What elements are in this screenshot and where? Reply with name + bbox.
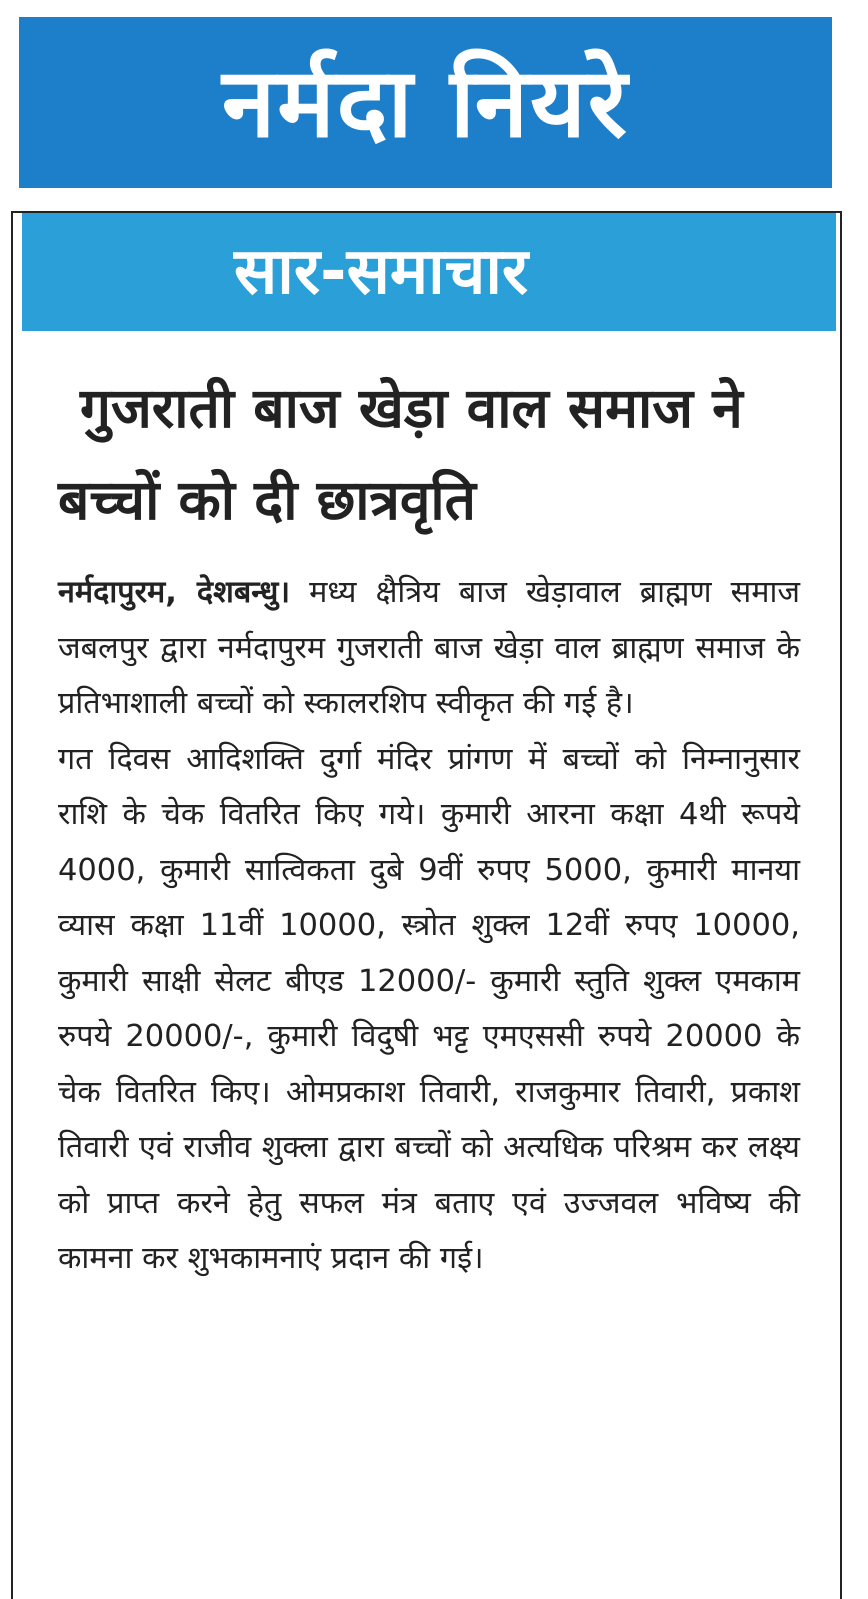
headline-line-2: बच्चों को दी छात्रवृति xyxy=(58,468,477,532)
headline-line-1: गुजराती बाज खेड़ा वाल समाज ने xyxy=(80,376,743,440)
paragraph-1-text: मध्य क्षैत्रिय बाज खेड़ावाल ब्राह्मण समाज जबलपुर द्वारा नर्मदापुरम गुजराती बाज खेड़ा वाल ब्राह्मण समाज के प्रतिभाशाली बच्चों को स्कालरशिप स्वीकृत की गई है। xyxy=(58,575,800,721)
article-paragraph-2: गत दिवस आदिशक्ति दुर्गा मंदिर प्रांगण में बच्चों को निम्नानुसार राशि के चेक वितरित किए गये। कुमारी आरना कक्षा 4थी रूपये 4000, कुमारी सात्विकता दुबे 9वीं रुपए 5000, कुमारी मानया व्यास कक्षा 11वीं 10000, स्त्रोत शुक्ल 12वीं रुपए 10000, कुमारी साक्षी सेलट बीएड 12000/- कुमारी स्तुति शुक्ल एमकाम रुपये 20000/-, कुमारी विदुषी भट्ट एमएससी रुपये 20000 के चेक वितरित किए। ओमप्रकाश तिवारी, राजकुमार तिवारी, प्रकाश तिवारी एवं राजीव शुक्ला द्वारा बच्चों को अत्यधिक परिश्रम कर लक्ष्य को प्राप्त करने हेतु सफल मंत्र बताए एवं उज्जवल भविष्य की कामना कर शुभकामनाएं प्रदान की गई। xyxy=(58,741,800,1276)
masthead-title: नर्मदा नियरे xyxy=(221,46,630,159)
article-dateline: नर्मदापुरम, देशबन्धु। xyxy=(58,575,291,610)
section-banner xyxy=(22,213,836,331)
article-headline xyxy=(40,362,810,546)
section-title: सार-समाचार xyxy=(234,235,529,309)
article-paragraph-1 xyxy=(58,565,800,732)
article-body xyxy=(58,565,800,1287)
masthead xyxy=(19,17,832,188)
